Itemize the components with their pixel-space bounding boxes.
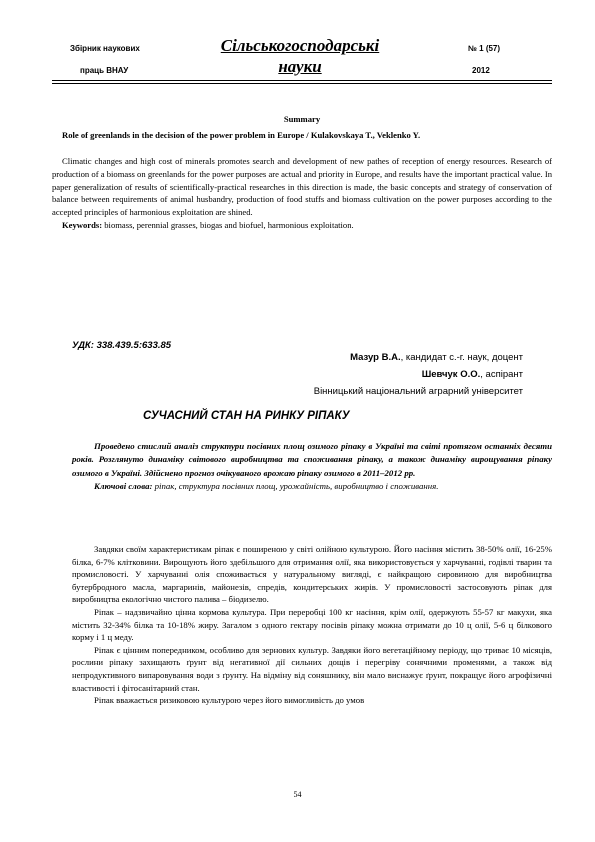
author-1 <box>350 352 523 363</box>
author-institution: Вінницький національний аграрний університет <box>313 386 523 397</box>
abstract-text: Проведено стислий аналіз структури посівних площ озимого ріпаку в Україні та світі протягом останніх десяти років. Розглянуто динаміку світового виробництва та споживання ріпаку, а також динаміку вирощування ріпаку озимого в Україні. Здійснено прогноз очікуваного врожаю ріпаку озимого в 2011–2012 рр. <box>72 441 552 478</box>
header-rule-bottom <box>52 83 552 84</box>
summary-keywords <box>52 219 552 232</box>
author-1-name: Мазур В.А. <box>350 352 401 363</box>
body-paragraph: Ріпак вважається ризиковою культурою через його вимогливість до умов <box>94 695 365 706</box>
summary-body: Climatic changes and high cost of minerals promotes search and development of new pathes of reception of energy resources. Research of production of a biomass on greenlands for the power purposes are actual and priority in Europe, and results have the important practical value. In paper generalization of results of scientifically-practical researches in this direction is made, the basic concepts and strategy of conservation of balance between requirements of animal husbandry, production of food stuffs and biomass cultivation on the power purposes according to the accepted principles of harmonious exploitation are shined. <box>52 156 552 218</box>
body-paragraph: Ріпак є цінним попередником, особливо для зернових культур. Завдяки його вегетаційному періоду, що триває 10 місяців, рослини ріпаку захищають ґрунт від негативної дії сильних дощів і перегріву сонячними променями, а також від непродуктивного випаровування води з ґрунту. На відміну від соняшнику, він мало виснажує ґрунт, покращує його агрофізичні властивості і фітосанітарний стан. <box>72 644 552 693</box>
author-2-role: , аспірант <box>480 369 523 380</box>
author-1-role: , кандидат с.-г. наук, доцент <box>400 352 523 363</box>
summary-keywords-text: biomass, perennial grasses, biogas and biofuel, harmonious exploitation. <box>102 219 354 230</box>
issue-number: № 1 (57) <box>468 44 501 53</box>
journal-name-line1: Збірник наукових <box>70 44 140 53</box>
article-title: СУЧАСНИЙ СТАН НА РИНКУ РІПАКУ <box>143 410 350 422</box>
section-title-line2: науки <box>278 57 322 76</box>
author-2 <box>422 369 523 380</box>
article-keywords-text: ріпак, структура посівних площ, урожайність, виробництво і споживання. <box>152 481 439 492</box>
issue-year: 2012 <box>472 66 490 75</box>
page-number: 54 <box>293 790 302 799</box>
body-paragraph: Ріпак – надзвичайно цінна кормова культура. При переробці 100 кг насіння, крім олії, одержують 55-57 кг макухи, яка містить 32-34% білка та 10-18% жиру. Загалом з одного гектару посівів ріпаку можна отримати до 10 ц олії, 5-6 ц білкового корму і 1 ц меду. <box>72 606 552 643</box>
summary-body-block <box>52 155 552 232</box>
udk-code: УДК: 338.439.5:633.85 <box>72 340 172 351</box>
article-body <box>72 543 552 707</box>
summary-heading: Summary <box>283 114 321 124</box>
body-paragraph: Завдяки своїм характеристикам ріпак є поширеною у світі олійною культурою. Його насіння містить 38-50% олії, 16-25% білка, 6-7% клітковини. Вирощують його здебільшого для отримання олії, яка використовується у харчуванні, годівлі тварин та промисловості. У харчуванні олія споживається у натуральному вигляді, є найкращою сировиною для виробництва бутербродного масла, маргаринів, майонезів, спредів, кондитерських жирів. У промисловості застосовують ріпак для виробництва екологічно чистого палива – біодизелю. <box>72 544 552 605</box>
summary-keywords-label: Keywords: <box>62 219 103 230</box>
article-keywords-label: Ключові слова: <box>94 481 153 492</box>
journal-name-line2: праць ВНАУ <box>80 66 129 75</box>
author-2-name: Шевчук О.О. <box>421 369 481 380</box>
summary-title: Role of greenlands in the decision of the power problem in Europe / Kulakovskaya T., Veklenko Y. <box>62 130 421 140</box>
article-keywords <box>72 480 552 493</box>
section-title-line1: Сільськогосподарські <box>220 36 380 55</box>
abstract-block <box>72 440 552 494</box>
header-rule-top <box>52 80 552 81</box>
summary-title-block <box>62 129 552 142</box>
